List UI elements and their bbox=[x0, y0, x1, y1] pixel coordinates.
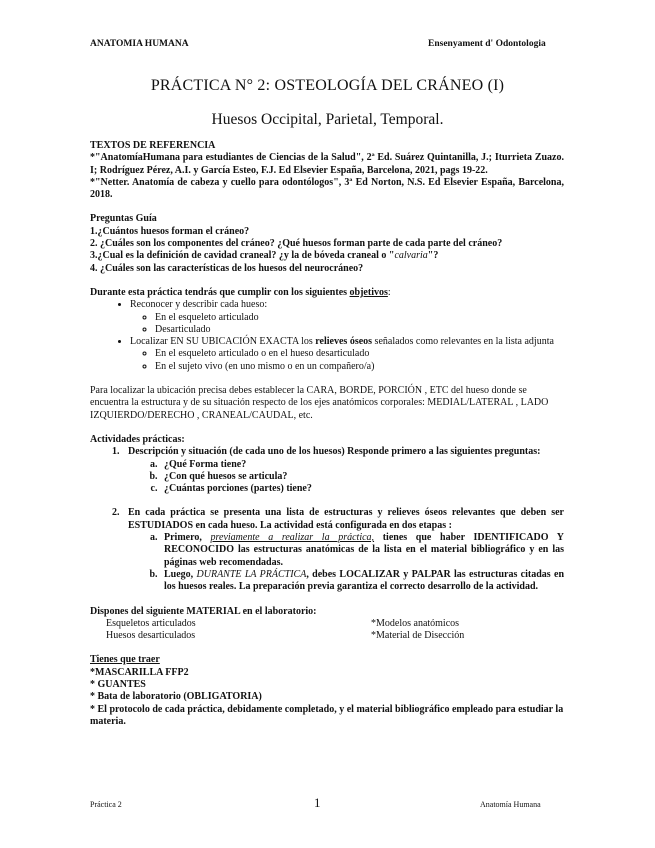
activity-subitem: a. ¿Qué Forma tiene? bbox=[160, 459, 564, 471]
objective-subitem: ◦ En el esqueleto articulado bbox=[155, 312, 564, 324]
footer-left: Práctica 2 bbox=[90, 800, 122, 809]
material-item: Esqueletos articulados bbox=[106, 617, 196, 629]
questions-heading: Preguntas Guía bbox=[90, 213, 157, 225]
bring-item: * GUANTES bbox=[90, 678, 146, 690]
material-item: *Material de Disección bbox=[371, 630, 465, 642]
question-4: 4. ¿Cuáles son las características de los huesos del neurocráneo? bbox=[90, 262, 364, 274]
bring-item: * Bata de laboratorio (OBLIGATORIA) bbox=[90, 691, 262, 703]
activity-item: 2. En cada práctica se presenta una lista de estructuras y relieves óseos relevantes que deben ser ESTUDIADOS en cada hueso. La actividad está configurada en dos etapas : a. Primero, previamente a realizar la práctica, tienes que haber IDENTIFICADO Y RECONOCIDO las estructuras anatómicas de la lista en el material bibliográfico y en las páginas web recomendadas. b. Luego, DURANTE LA PRÁCTICA, debes LOCALIZAR y PALPAR las estructuras citadas en los huesos reales. La preparación previa garantiza el correcto desarrollo de la actividad. bbox=[122, 507, 564, 593]
location-paragraph: Para localizar la ubicación precisa debes establecer la CARA, BORDE, PORCIÓN , ETC del hueso donde se encuentra la estructura y de su situación respecto de los ejes anatómicos corporales: MEDIAL/LATERAL , LADO IZQUIERDO/DERECHO , CRANEAL/CAUDAL, etc. bbox=[90, 385, 549, 421]
activities-heading: Actividades prácticas: bbox=[90, 433, 185, 445]
bring-item: *MASCARILLA FFP2 bbox=[90, 666, 189, 678]
objectives-intro: Durante esta práctica tendrás que cumplir con los siguientes objetivos: bbox=[90, 286, 391, 298]
question-2: 2. ¿Cuáles son los componentes del cráneo? ¿Qué huesos forman parte de cada parte del cráneo? bbox=[90, 238, 503, 250]
activity-subitem: a. Primero, previamente a realizar la práctica, tienes que haber IDENTIFICADO Y RECONOCIDO las estructuras anatómicas de la lista en el material bibliográfico y en las páginas web recomendadas. bbox=[160, 532, 564, 569]
objective-subitem: ◦ En el esqueleto articulado o en el hueso desarticulado bbox=[155, 348, 564, 360]
reference-item: *"Netter. Anatomía de cabeza y cuello para odontólogos", 3ª Ed Norton, N.S. Ed Elsevier España, Barcelona, 2018. bbox=[90, 176, 564, 201]
material-heading: Dispones del siguiente MATERIAL en el laboratorio: bbox=[90, 605, 317, 617]
bring-heading: Tienes que traer bbox=[90, 654, 160, 666]
material-item: Huesos desarticulados bbox=[106, 630, 196, 642]
activity-subitem: b. Luego, DURANTE LA PRÁCTICA, debes LOCALIZAR y PALPAR las estructuras citadas en los huesos reales. La preparación previa garantiza el correcto desarrollo de la actividad. bbox=[160, 569, 564, 594]
activities-list bbox=[90, 446, 564, 593]
objective-subitem: ◦ Desarticulado bbox=[155, 324, 564, 336]
objective-item: • Reconocer y describir cada hueso: ◦ En el esqueleto articulado ◦ Desarticulado bbox=[130, 299, 564, 336]
header-right: Ensenyament d' Odontologia bbox=[428, 39, 546, 49]
material-item: *Modelos anatómicos bbox=[371, 617, 460, 629]
activity-subitem: c. ¿Cuántas porciones (partes) tiene? bbox=[160, 483, 564, 495]
page-subtitle: Huesos Occipital, Parietal, Temporal. bbox=[211, 111, 444, 128]
activity-item: 1. Descripción y situación (de cada uno de los huesos) Responde primero a las siguientes preguntas: a. ¿Qué Forma tiene? b. ¿Con qué huesos se articula? c. ¿Cuántas porciones (partes) tiene? bbox=[122, 446, 564, 507]
header-left: ANATOMIA HUMANA bbox=[90, 39, 189, 49]
question-3: 3.¿Cual es la definición de cavidad craneal? ¿y la de bóveda craneal o "calvaria"? bbox=[90, 250, 439, 262]
footer-right: Anatomía Humana bbox=[480, 800, 541, 809]
material-list bbox=[90, 618, 564, 643]
objective-item: • Localizar EN SU UBICACIÓN EXACTA los relieves óseos señalados como relevantes en la lista adjunta ◦ En el esqueleto articulado o en el hueso desarticulado ◦ En el sujeto vivo (en uno mismo o en un compañero/a) bbox=[130, 336, 564, 373]
objectives-list bbox=[90, 299, 564, 373]
question-1: 1.¿Cuántos huesos forman el cráneo? bbox=[90, 225, 250, 237]
page-title: PRÁCTICA N° 2: OSTEOLOGÍA DEL CRÁNEO (I) bbox=[150, 77, 505, 94]
main-content bbox=[90, 140, 564, 728]
bring-item: * El protocolo de cada práctica, debidamente completado, y el material bibliográfico empleado para estudiar la materia. bbox=[90, 703, 564, 727]
page-number: 1 bbox=[314, 795, 321, 810]
reference-item: *"AnatomíaHumana para estudiantes de Ciencias de la Salud", 2ª Ed. Suárez Quintanilla, J.; Iturrieta Zuazo. I; Rodríguez Pérez, A.I. y García Esteo, F.J. Ed Elsevier España, Barcelona, 2021, pags 19-22. bbox=[90, 152, 564, 176]
references-heading: TEXTOS DE REFERENCIA bbox=[90, 140, 216, 151]
objective-subitem: ◦ En el sujeto vivo (en uno mismo o en un compañero/a) bbox=[155, 361, 564, 373]
activity-subitem: b. ¿Con qué huesos se articula? bbox=[160, 471, 564, 483]
